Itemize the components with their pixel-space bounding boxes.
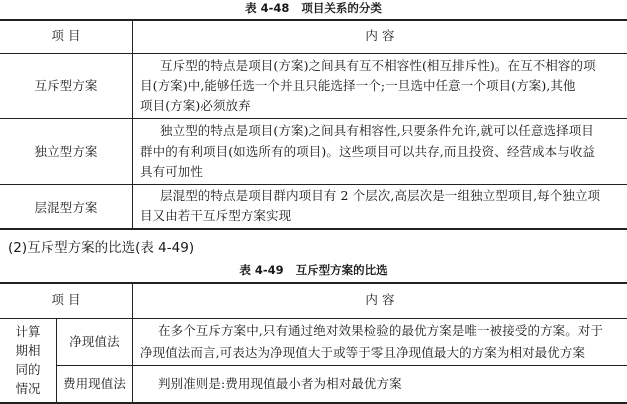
table-49-header-rule bbox=[0, 318, 627, 319]
table-49-group-label: 期相 bbox=[15, 343, 41, 358]
table-48-content-line: 目(方案)中,能够任选一个并且只能选择一个;一旦选中任意一个项目(方案),其他 bbox=[140, 78, 576, 93]
table-48-content-line: 目又由若干互斥型方案实现 bbox=[140, 208, 292, 223]
table-49-group-label: 情况 bbox=[15, 381, 41, 396]
table-49-top-rule bbox=[0, 282, 627, 284]
table-48-row-divider bbox=[0, 118, 627, 119]
table-48-column-divider bbox=[132, 20, 133, 228]
table-48-top-rule bbox=[0, 19, 627, 21]
table-48-content-line: 具有可加性 bbox=[140, 164, 204, 179]
table-49-row-divider bbox=[56, 365, 627, 366]
table-49-caption: 表 4-49 互斥型方案的比选 bbox=[239, 263, 388, 277]
table-48-header-content: 内 容 bbox=[365, 28, 395, 43]
table-48-content-line: 层混型的特点是项目群内项目有 2 个层次,高层次是一组独立型项目,每个独立项 bbox=[160, 188, 601, 203]
table-49-method-cell: 净现值法 bbox=[69, 334, 120, 349]
table-48-bottom-rule bbox=[0, 228, 627, 230]
table-49-content-line: 在多个互斥方案中,只有通过绝对效果检验的最优方案是唯一被接受的方案。对于 bbox=[158, 323, 604, 338]
table-48-content-line: 互斥型的特点是项目(方案)之间具有互不相容性(相互排斥性)。在互不相容的项 bbox=[160, 58, 596, 73]
table-48-content-line: 项目(方案)必须放弃 bbox=[140, 98, 251, 113]
table-49-group-label: 计算 bbox=[15, 324, 41, 339]
table-48-header-item: 项 目 bbox=[51, 28, 81, 43]
table-48-header-rule bbox=[0, 53, 627, 54]
table-48-content-line: 独立型的特点是项目(方案)之间具有相容性,只要条件允许,就可以任意选择项目 bbox=[160, 123, 594, 138]
table-49-method-cell: 费用现值法 bbox=[62, 376, 126, 391]
table-48-caption: 表 4-48 项目关系的分类 bbox=[245, 1, 382, 15]
table-48-type-cell: 独立型方案 bbox=[34, 144, 98, 159]
table-49-group-label: 同的 bbox=[15, 362, 41, 377]
table-48-type-cell: 互斥型方案 bbox=[34, 78, 98, 93]
table-48-type-cell: 层混型方案 bbox=[34, 200, 98, 215]
table-49-header-content: 内 容 bbox=[365, 292, 395, 307]
table-49-header-item: 项 目 bbox=[51, 292, 81, 307]
table-48-content-line: 群中的有利项目(如选所有的项目)。这些项目可以共存,而且投资、经营成本与收益 bbox=[140, 144, 596, 159]
section-heading: (2)互斥型方案的比选(表 4-49) bbox=[8, 240, 195, 256]
table-49-content-line: 判别准则是:费用现值最小者为相对最优方案 bbox=[158, 376, 402, 391]
table-49-content-line: 净现值法而言,可表达为净现值大于或等于零且净现值最大的方案为相对最优方案 bbox=[140, 345, 586, 360]
